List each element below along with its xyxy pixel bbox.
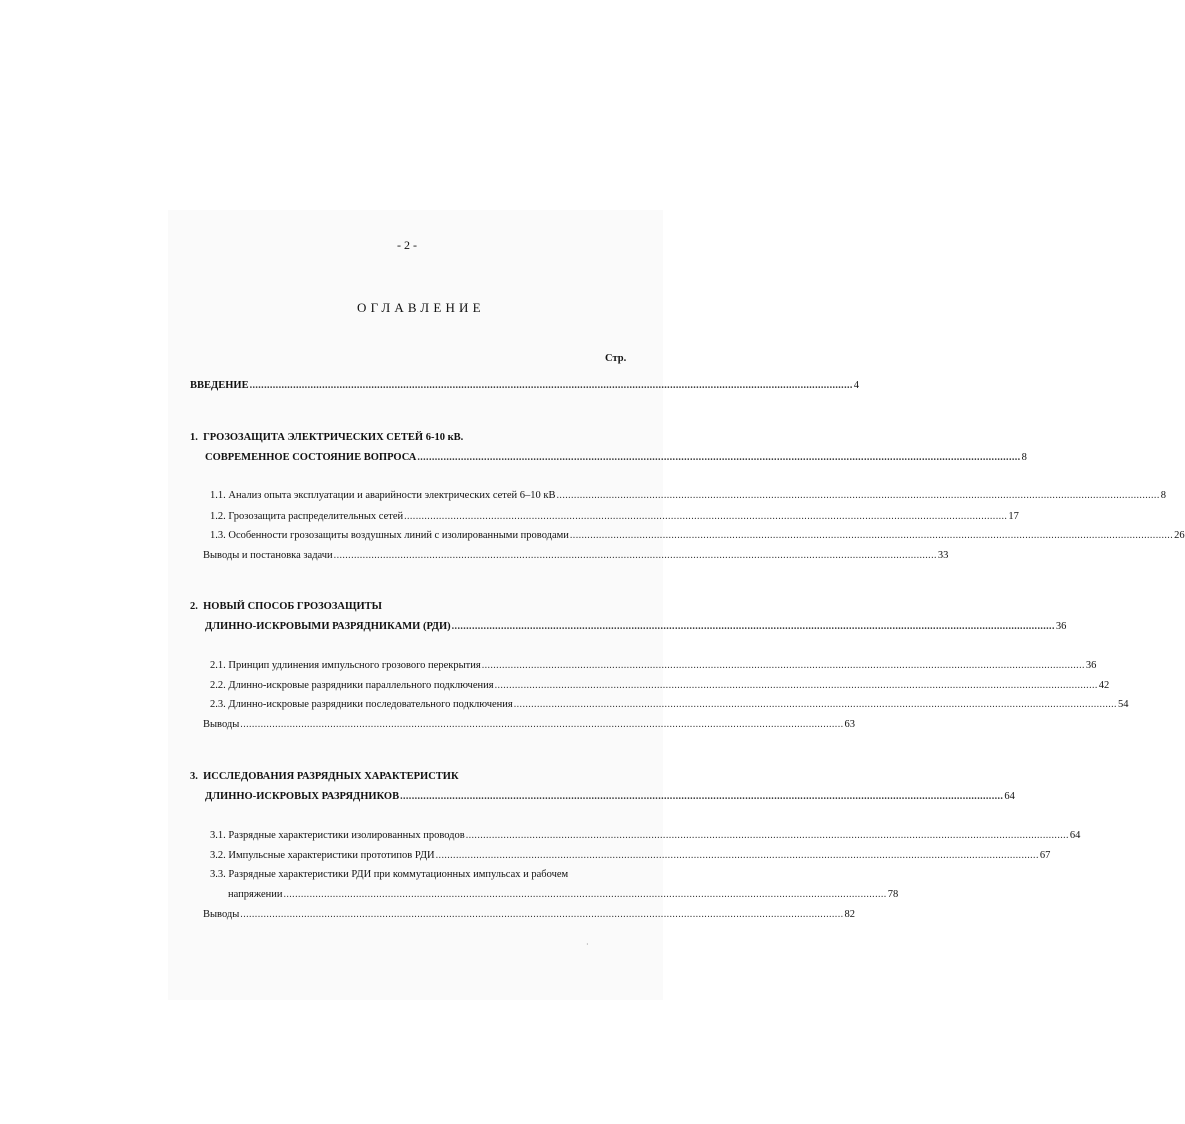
toc-entry-label: 1.3. Особенности грозозащиты воздушных линий с изолированными проводами <box>210 530 569 541</box>
chapter-subtitle: СОВРЕМЕННОЕ СОСТОЯНИЕ ВОПРОСА <box>205 452 417 463</box>
chapter-number: 2. <box>190 601 198 612</box>
toc-entry-3-3-continued[interactable] <box>228 889 899 900</box>
toc-entry-1-1[interactable] <box>210 490 1166 501</box>
toc-entry-page: 67 <box>1039 850 1051 861</box>
toc-entry-page: 26 <box>1174 530 1185 541</box>
toc-entry-intro[interactable] <box>190 380 860 391</box>
chapter-number: 3. <box>190 771 198 782</box>
toc-leader-dots: ................................................................................................................................................................................................................ <box>465 830 1069 841</box>
toc-entry-label: 2.1. Принцип удлинения импульсного грозового перекрытия <box>210 660 481 671</box>
toc-leader-dots: ................................................................................................................................................................................................................ <box>513 699 1117 710</box>
toc-entry-page: 63 <box>844 719 855 730</box>
chapter-3-heading[interactable] <box>190 771 459 782</box>
toc-entry-page: 36 <box>1055 621 1067 632</box>
toc-entry-page: 64 <box>1069 830 1081 841</box>
toc-entry-page: 54 <box>1117 699 1129 710</box>
toc-entry-label: 2.3. Длинно-искровые разрядники последовательного подключения <box>210 699 513 710</box>
toc-leader-dots: ................................................................................................................................................................................................................ <box>417 452 1021 463</box>
toc-entry-label: ВВЕДЕНИЕ <box>190 380 249 391</box>
toc-leader-dots: ................................................................................................................................................................................................................ <box>249 380 853 391</box>
toc-entry-page: 78 <box>887 889 899 900</box>
chapter-2-heading[interactable] <box>190 601 382 612</box>
toc-entry-label: Выводы <box>203 719 240 730</box>
toc-leader-dots: ................................................................................................................................................................................................................ <box>451 621 1055 632</box>
toc-leader-dots: ................................................................................................................................................................................................................ <box>240 719 844 730</box>
toc-entry-page: 42 <box>1098 680 1110 691</box>
toc-entry-label: 2.2. Длинно-искровые разрядники параллельного подключения <box>210 680 494 691</box>
chapter-title: ИССЛЕДОВАНИЯ РАЗРЯДНЫХ ХАРАКТЕРИСТИК <box>203 771 459 782</box>
toc-entry-2-2[interactable] <box>210 680 1110 691</box>
toc-entry-label: 3.1. Разрядные характеристики изолированных проводов <box>210 830 465 841</box>
toc-entry-label: 1.2. Грозозащита распределительных сетей <box>210 511 404 522</box>
toc-entry-2-3[interactable] <box>210 699 1129 710</box>
page-number: - 2 - <box>397 238 417 252</box>
toc-entry-page: 33 <box>937 550 949 561</box>
toc-entry-page: 17 <box>1008 511 1019 522</box>
toc-leader-dots: ................................................................................................................................................................................................................ <box>435 850 1039 861</box>
toc-leader-dots: ................................................................................................................................................................................................................ <box>569 530 1174 541</box>
toc-entry-label: 3.3. Разрядные характеристики РДИ при коммутационных импульсах и рабочем <box>210 869 569 880</box>
toc-entry-page: 8 <box>1160 490 1166 501</box>
chapter-3-subtitle-line[interactable] <box>205 791 1015 802</box>
toc-entry-2-conclusion[interactable] <box>203 719 855 730</box>
toc-entry-page: 82 <box>844 909 855 920</box>
chapter-1-subtitle-line[interactable] <box>205 452 1027 463</box>
toc-leader-dots: ................................................................................................................................................................................................................ <box>494 680 1098 691</box>
toc-entry-3-1[interactable] <box>210 830 1081 841</box>
page-column-label: Стр. <box>605 353 627 364</box>
toc-entry-3-2[interactable] <box>210 850 1051 861</box>
chapter-title: НОВЫЙ СПОСОБ ГРОЗОЗАЩИТЫ <box>203 601 382 612</box>
chapter-title: ГРОЗОЗАЩИТА ЭЛЕКТРИЧЕСКИХ СЕТЕЙ 6-10 кВ. <box>203 432 464 443</box>
toc-entry-label: Выводы и постановка задачи <box>203 550 333 561</box>
toc-entry-1-conclusion[interactable] <box>203 550 949 561</box>
toc-entry-page: 4 <box>853 380 860 391</box>
toc-entry-label: Выводы <box>203 909 240 920</box>
toc-leader-dots: ................................................................................................................................................................................................................ <box>404 511 1008 522</box>
page-title: ОГЛАВЛЕНИЕ <box>357 300 485 315</box>
toc-leader-dots: ................................................................................................................................................................................................................ <box>556 490 1160 501</box>
toc-entry-page: 64 <box>1004 791 1015 802</box>
chapter-1-heading[interactable] <box>190 432 463 443</box>
toc-entry-page: 8 <box>1021 452 1027 463</box>
toc-entry-page: 36 <box>1085 660 1097 671</box>
scan-speck: · <box>586 940 589 949</box>
toc-leader-dots: ................................................................................................................................................................................................................ <box>333 550 937 561</box>
toc-entry-2-1[interactable] <box>210 660 1097 671</box>
toc-leader-dots: ................................................................................................................................................................................................................ <box>400 791 1004 802</box>
toc-leader-dots: ................................................................................................................................................................................................................ <box>481 660 1085 671</box>
toc-entry-label: 3.2. Импульсные характеристики прототипов РДИ <box>210 850 435 861</box>
chapter-2-subtitle-line[interactable] <box>205 621 1067 632</box>
toc-entry-1-2[interactable] <box>210 511 1019 522</box>
chapter-number: 1. <box>190 432 198 443</box>
chapter-subtitle: ДЛИННО-ИСКРОВЫХ РАЗРЯДНИКОВ <box>205 791 400 802</box>
chapter-subtitle: ДЛИННО-ИСКРОВЫМИ РАЗРЯДНИКАМИ (РДИ) <box>205 621 451 632</box>
toc-entry-label: напряжении <box>228 889 283 900</box>
toc-leader-dots: ................................................................................................................................................................................................................ <box>283 889 887 900</box>
toc-entry-1-3[interactable] <box>210 530 1185 541</box>
toc-entry-label: 1.1. Анализ опыта эксплуатации и аварийности электрических сетей 6–10 кВ <box>210 490 556 501</box>
toc-entry-3-conclusion[interactable] <box>203 909 855 920</box>
toc-leader-dots: ................................................................................................................................................................................................................ <box>240 909 844 920</box>
toc-entry-3-3[interactable] <box>210 869 568 880</box>
